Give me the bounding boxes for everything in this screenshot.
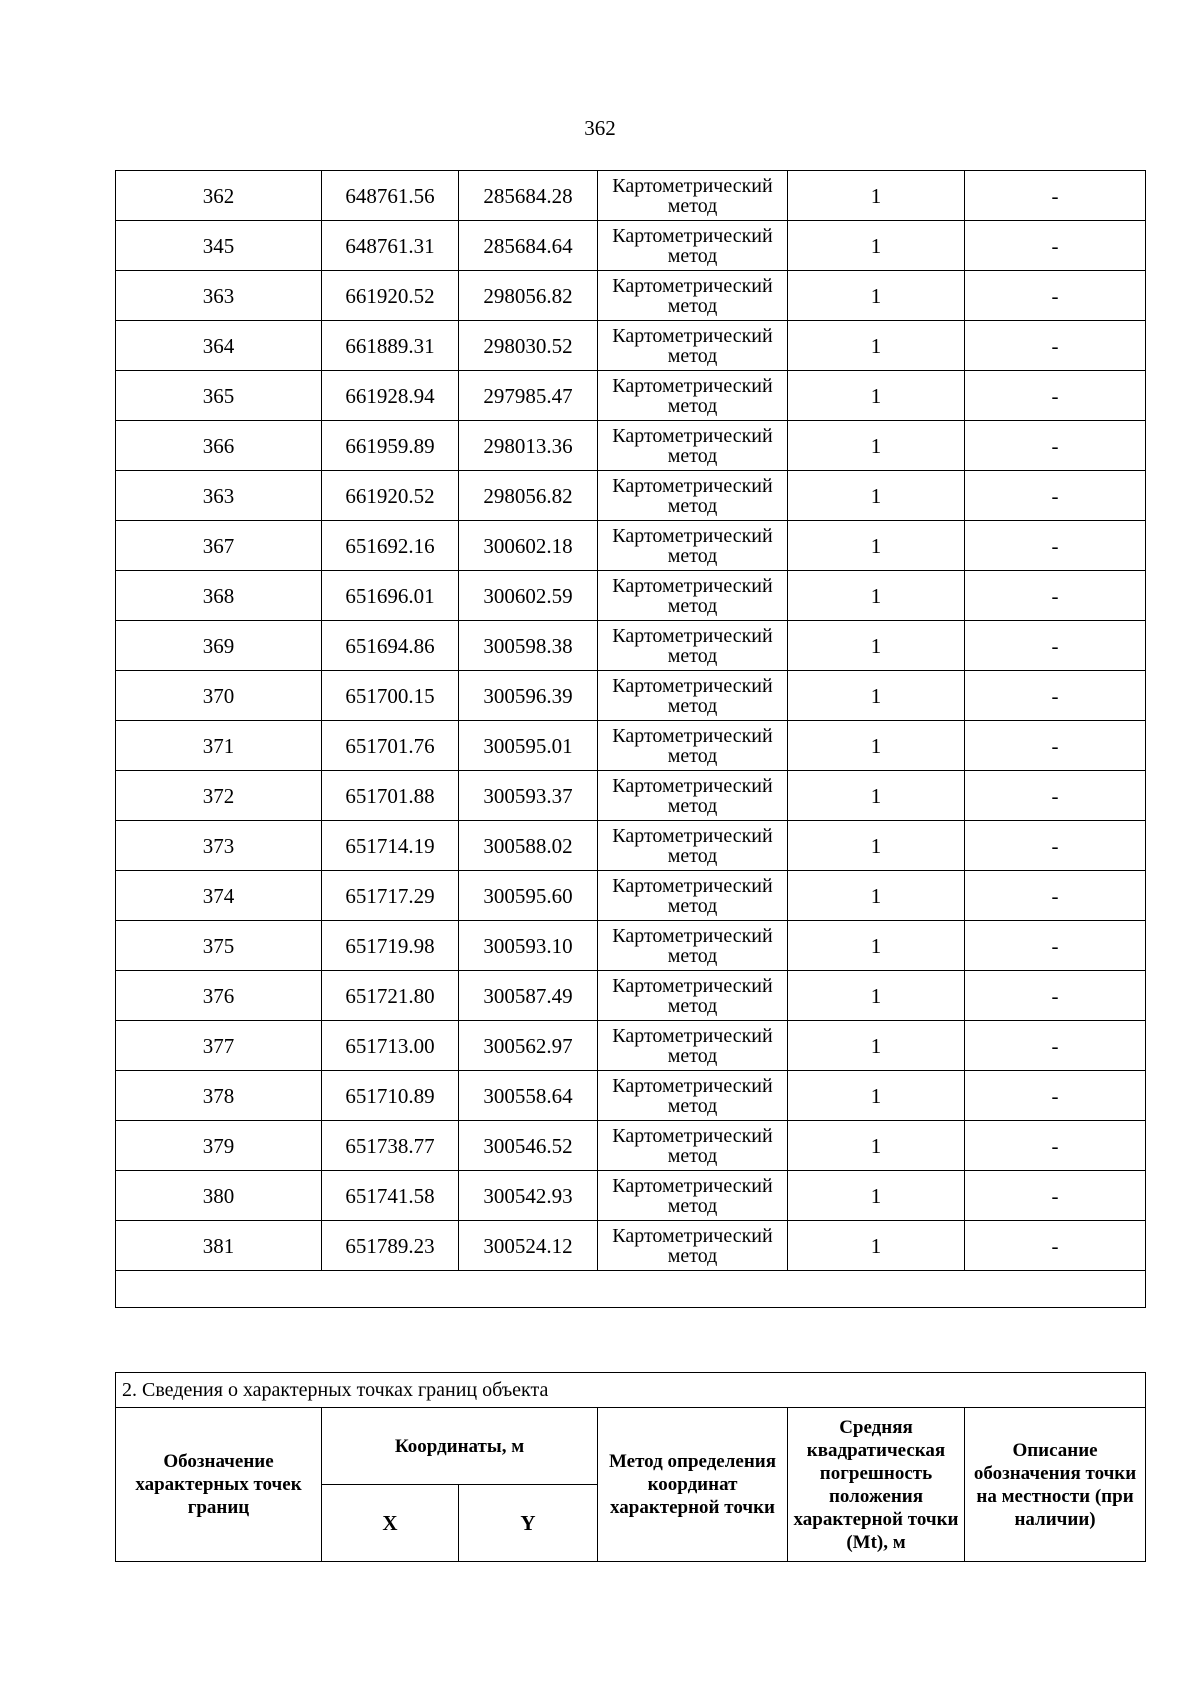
description-cell: - <box>965 771 1146 821</box>
x-coordinate-cell: 651714.19 <box>322 821 459 871</box>
header-mean-square-error: Средняя квадратическая погрешность положения характерной точки (Mt), м <box>788 1408 965 1562</box>
mean-square-error-cell: 1 <box>788 621 965 671</box>
x-coordinate-cell: 661920.52 <box>322 271 459 321</box>
method-cell: Картометрический метод <box>598 471 788 521</box>
y-coordinate-cell: 298013.36 <box>459 421 598 471</box>
description-cell: - <box>965 721 1146 771</box>
point-cell: 345 <box>116 221 322 271</box>
point-cell: 363 <box>116 271 322 321</box>
method-cell: Картометрический метод <box>598 1071 788 1121</box>
point-cell: 377 <box>116 1021 322 1071</box>
header-point-designation: Обозначение характерных точек границ <box>116 1408 322 1562</box>
description-cell: - <box>965 1021 1146 1071</box>
y-coordinate-cell: 300596.39 <box>459 671 598 721</box>
table-row <box>116 771 1146 821</box>
x-coordinate-cell: 651692.16 <box>322 521 459 571</box>
y-coordinate-cell: 300562.97 <box>459 1021 598 1071</box>
x-coordinate-cell: 661889.31 <box>322 321 459 371</box>
mean-square-error-cell: 1 <box>788 1021 965 1071</box>
table-row <box>116 1221 1146 1271</box>
y-coordinate-cell: 300602.59 <box>459 571 598 621</box>
x-coordinate-cell: 661920.52 <box>322 471 459 521</box>
table-row <box>116 371 1146 421</box>
table-row <box>116 621 1146 671</box>
table-row <box>116 471 1146 521</box>
x-coordinate-cell: 648761.56 <box>322 171 459 221</box>
point-cell: 379 <box>116 1121 322 1171</box>
y-coordinate-cell: 300595.60 <box>459 871 598 921</box>
method-cell: Картометрический метод <box>598 821 788 871</box>
y-coordinate-cell: 297985.47 <box>459 371 598 421</box>
point-cell: 364 <box>116 321 322 371</box>
description-cell: - <box>965 871 1146 921</box>
method-cell: Картометрический метод <box>598 771 788 821</box>
point-cell: 365 <box>116 371 322 421</box>
table-row <box>116 421 1146 471</box>
y-coordinate-cell: 300542.93 <box>459 1171 598 1221</box>
description-cell: - <box>965 621 1146 671</box>
table-row <box>116 971 1146 1021</box>
mean-square-error-cell: 1 <box>788 471 965 521</box>
description-cell: - <box>965 1121 1146 1171</box>
method-cell: Картометрический метод <box>598 921 788 971</box>
header-description: Описание обозначения точки на местности (при наличии) <box>965 1408 1146 1562</box>
point-cell: 381 <box>116 1221 322 1271</box>
point-cell: 371 <box>116 721 322 771</box>
x-coordinate-cell: 651741.58 <box>322 1171 459 1221</box>
description-cell: - <box>965 1171 1146 1221</box>
description-cell: - <box>965 821 1146 871</box>
table-row <box>116 271 1146 321</box>
x-coordinate-cell: 661959.89 <box>322 421 459 471</box>
description-cell: - <box>965 1221 1146 1271</box>
table-row <box>116 1121 1146 1171</box>
y-coordinate-cell: 300593.37 <box>459 771 598 821</box>
method-cell: Картометрический метод <box>598 871 788 921</box>
mean-square-error-cell: 1 <box>788 1121 965 1171</box>
x-coordinate-cell: 651713.00 <box>322 1021 459 1071</box>
mean-square-error-cell: 1 <box>788 221 965 271</box>
x-coordinate-cell: 651717.29 <box>322 871 459 921</box>
mean-square-error-cell: 1 <box>788 721 965 771</box>
coordinates-table-body <box>116 171 1146 1308</box>
mean-square-error-cell: 1 <box>788 671 965 721</box>
description-cell: - <box>965 221 1146 271</box>
x-coordinate-cell: 651789.23 <box>322 1221 459 1271</box>
x-coordinate-cell: 651694.86 <box>322 621 459 671</box>
table-row <box>116 921 1146 971</box>
description-cell: - <box>965 421 1146 471</box>
empty-cell <box>116 1271 1146 1308</box>
y-coordinate-cell: 300598.38 <box>459 621 598 671</box>
description-cell: - <box>965 171 1146 221</box>
point-cell: 375 <box>116 921 322 971</box>
mean-square-error-cell: 1 <box>788 1221 965 1271</box>
point-cell: 376 <box>116 971 322 1021</box>
header-x: X <box>322 1485 459 1562</box>
mean-square-error-cell: 1 <box>788 1071 965 1121</box>
y-coordinate-cell: 298056.82 <box>459 271 598 321</box>
method-cell: Картометрический метод <box>598 271 788 321</box>
point-cell: 378 <box>116 1071 322 1121</box>
table-row <box>116 221 1146 271</box>
x-coordinate-cell: 651719.98 <box>322 921 459 971</box>
description-cell: - <box>965 471 1146 521</box>
point-cell: 370 <box>116 671 322 721</box>
mean-square-error-cell: 1 <box>788 571 965 621</box>
mean-square-error-cell: 1 <box>788 521 965 571</box>
point-cell: 366 <box>116 421 322 471</box>
description-cell: - <box>965 921 1146 971</box>
header-coordinates: Координаты, м <box>322 1408 598 1485</box>
description-cell: - <box>965 371 1146 421</box>
section2-title: 2. Сведения о характерных точках границ объекта <box>116 1373 1146 1408</box>
point-cell: 373 <box>116 821 322 871</box>
x-coordinate-cell: 661928.94 <box>322 371 459 421</box>
y-coordinate-cell: 300558.64 <box>459 1071 598 1121</box>
table-row <box>116 571 1146 621</box>
x-coordinate-cell: 651721.80 <box>322 971 459 1021</box>
point-cell: 362 <box>116 171 322 221</box>
description-cell: - <box>965 321 1146 371</box>
y-coordinate-cell: 300588.02 <box>459 821 598 871</box>
x-coordinate-cell: 651696.01 <box>322 571 459 621</box>
mean-square-error-cell: 1 <box>788 271 965 321</box>
table-row <box>116 1071 1146 1121</box>
point-cell: 363 <box>116 471 322 521</box>
y-coordinate-cell: 298056.82 <box>459 471 598 521</box>
mean-square-error-cell: 1 <box>788 921 965 971</box>
method-cell: Картометрический метод <box>598 1171 788 1221</box>
point-cell: 374 <box>116 871 322 921</box>
table-row <box>116 521 1146 571</box>
method-cell: Картометрический метод <box>598 971 788 1021</box>
y-coordinate-cell: 285684.28 <box>459 171 598 221</box>
point-cell: 369 <box>116 621 322 671</box>
point-cell: 368 <box>116 571 322 621</box>
x-coordinate-cell: 648761.31 <box>322 221 459 271</box>
point-cell: 380 <box>116 1171 322 1221</box>
y-coordinate-cell: 300602.18 <box>459 521 598 571</box>
mean-square-error-cell: 1 <box>788 171 965 221</box>
y-coordinate-cell: 285684.64 <box>459 221 598 271</box>
section2-header-table <box>115 1372 1146 1562</box>
mean-square-error-cell: 1 <box>788 1171 965 1221</box>
mean-square-error-cell: 1 <box>788 821 965 871</box>
method-cell: Картометрический метод <box>598 571 788 621</box>
coordinates-table <box>115 170 1146 1308</box>
mean-square-error-cell: 1 <box>788 421 965 471</box>
method-cell: Картометрический метод <box>598 621 788 671</box>
description-cell: - <box>965 671 1146 721</box>
table-row <box>116 1021 1146 1071</box>
point-cell: 367 <box>116 521 322 571</box>
method-cell: Картометрический метод <box>598 171 788 221</box>
method-cell: Картометрический метод <box>598 221 788 271</box>
table-row <box>116 671 1146 721</box>
y-coordinate-cell: 300546.52 <box>459 1121 598 1171</box>
method-cell: Картометрический метод <box>598 1221 788 1271</box>
x-coordinate-cell: 651738.77 <box>322 1121 459 1171</box>
mean-square-error-cell: 1 <box>788 321 965 371</box>
header-y: Y <box>459 1485 598 1562</box>
x-coordinate-cell: 651701.76 <box>322 721 459 771</box>
description-cell: - <box>965 271 1146 321</box>
x-coordinate-cell: 651710.89 <box>322 1071 459 1121</box>
table-row <box>116 821 1146 871</box>
table-row <box>116 1171 1146 1221</box>
y-coordinate-cell: 300595.01 <box>459 721 598 771</box>
description-cell: - <box>965 521 1146 571</box>
empty-row <box>116 1271 1146 1308</box>
method-cell: Картометрический метод <box>598 521 788 571</box>
table-row <box>116 321 1146 371</box>
table-row <box>116 721 1146 771</box>
description-cell: - <box>965 571 1146 621</box>
method-cell: Картометрический метод <box>598 671 788 721</box>
mean-square-error-cell: 1 <box>788 771 965 821</box>
method-cell: Картометрический метод <box>598 371 788 421</box>
page-number: 362 <box>584 116 616 140</box>
mean-square-error-cell: 1 <box>788 371 965 421</box>
y-coordinate-cell: 300593.10 <box>459 921 598 971</box>
method-cell: Картометрический метод <box>598 721 788 771</box>
y-coordinate-cell: 298030.52 <box>459 321 598 371</box>
x-coordinate-cell: 651700.15 <box>322 671 459 721</box>
mean-square-error-cell: 1 <box>788 871 965 921</box>
y-coordinate-cell: 300524.12 <box>459 1221 598 1271</box>
table-row <box>116 871 1146 921</box>
header-method: Метод определения координат характерной точки <box>598 1408 788 1562</box>
description-cell: - <box>965 971 1146 1021</box>
table-row <box>116 171 1146 221</box>
x-coordinate-cell: 651701.88 <box>322 771 459 821</box>
description-cell: - <box>965 1071 1146 1121</box>
method-cell: Картометрический метод <box>598 1021 788 1071</box>
method-cell: Картометрический метод <box>598 1121 788 1171</box>
point-cell: 372 <box>116 771 322 821</box>
method-cell: Картометрический метод <box>598 321 788 371</box>
mean-square-error-cell: 1 <box>788 971 965 1021</box>
method-cell: Картометрический метод <box>598 421 788 471</box>
y-coordinate-cell: 300587.49 <box>459 971 598 1021</box>
